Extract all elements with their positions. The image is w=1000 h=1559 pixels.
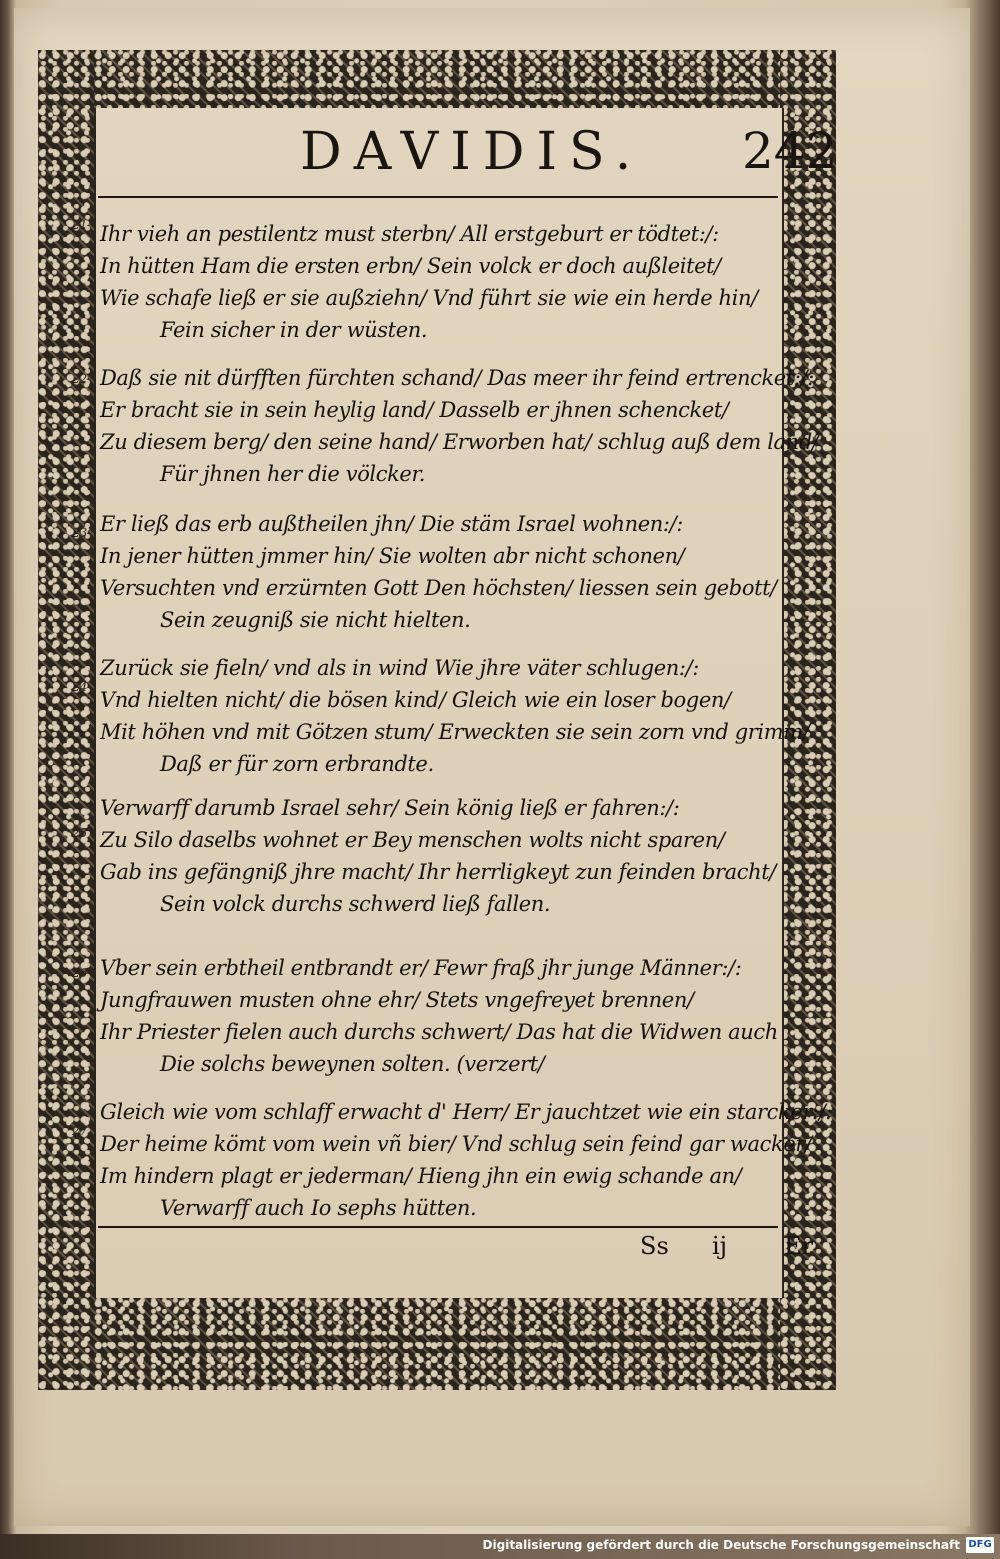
verse-number: 27 [72, 1124, 88, 1138]
verse-line: Wie schafe ließ er sie außziehn/ Vnd führt sie wie ein herde hin/ [100, 286, 758, 310]
verse-line: Daß sie nit dürfften fürchten schand/ Das meer ihr feind ertrencket:/: [100, 366, 814, 390]
signature-leaf: ij [712, 1232, 728, 1260]
catchword: Er [784, 1232, 813, 1260]
verse-line: Verwarff darumb Israel sehr/ Sein könig ließ er fahren:/: [100, 796, 680, 820]
verse-number: 21 [72, 218, 88, 232]
verse-line: In hütten Ham die ersten erbn/ Sein volck er doch außleitet/ [100, 254, 721, 278]
verse-number: 23 [72, 526, 88, 540]
page-number: 242 [742, 122, 838, 180]
ornamental-border-bottom [38, 1298, 836, 1390]
verse-line: Der heime kömt vom wein vñ bier/ Vnd schlug sein feind gar wacker/ [100, 1132, 812, 1156]
verse-line: Sein volck durchs schwerd ließ fallen. [160, 892, 551, 916]
verse-line: Versuchten vnd erzürnten Gott Den höchsten/ liessen sein gebott/ [100, 576, 777, 600]
verse-line: Gab ins gefängniß jhre macht/ Ihr herrligkeyt zun feinden bracht/ [100, 860, 776, 884]
verse-line: Die solchs beweynen solten. (verzert/ [160, 1052, 545, 1076]
funding-credit: Digitalisierung gefördert durch die Deutsche Forschungsgemeinschaft [482, 1538, 960, 1552]
verse-line: Vber sein erbtheil entbrandt er/ Fewr fraß jhr junge Männer:/: [100, 956, 742, 980]
running-head: DAVIDIS. [300, 122, 644, 182]
verse-line: Jungfrauwen musten ohne ehr/ Stets vngefreyet brennen/ [100, 988, 694, 1012]
verse-line: Er ließ das erb außtheilen jhn/ Die stäm Israel wohnen:/: [100, 512, 683, 536]
verse-line: Daß er für zorn erbrandte. [160, 752, 434, 776]
ornamental-border-left [38, 50, 94, 1390]
verse-line: Zurück sie fieln/ vnd als in wind Wie jhre väter schlugen:/: [100, 656, 699, 680]
verse-line: Mit höhen vnd mit Götzen stum/ Erweckten sie sein zorn vnd grimm/ [100, 720, 810, 744]
verse-line: In jener hütten jmmer hin/ Sie wolten abr nicht schonen/ [100, 544, 685, 568]
verse-line: Ihr Priester fielen auch durchs schwert/ Das hat die Widwen auch [100, 1020, 778, 1044]
verse-line: Er bracht sie in sein heylig land/ Dasselb er jhnen schencket/ [100, 398, 729, 422]
verse-number: 24 [72, 680, 88, 694]
signature-mark: Ss [640, 1232, 669, 1260]
header-rule [98, 196, 778, 198]
verse-line: Zu diesem berg/ den seine hand/ Erworben hat/ schlug auß dem land/ [100, 430, 819, 454]
verse-line: Sein zeugniß sie nicht hielten. [160, 608, 471, 632]
dfg-logo-icon: DFG [966, 1537, 994, 1553]
verse-line: Vnd hielten nicht/ die bösen kind/ Gleich wie ein loser bogen/ [100, 688, 731, 712]
verse-line: Verwarff auch Io sephs hütten. [160, 1196, 477, 1220]
verse-line: Fein sicher in der wüsten. [160, 318, 428, 342]
verse-number: 26 [72, 966, 88, 980]
verse-line: Ihr vieh an pestilentz must sterbn/ All erstgeburt er tödtet:/: [100, 222, 719, 246]
verse-line: Im hindern plagt er jederman/ Hieng jhn ein ewig schande an/ [100, 1164, 742, 1188]
footer-rule [98, 1226, 778, 1228]
verse-line: Zu Silo daselbs wohnet er Bey menschen wolts nicht sparen/ [100, 828, 725, 852]
ornamental-border-top [38, 50, 836, 108]
verse-line: Für jhnen her die völcker. [160, 462, 426, 486]
verse-number: 25 [72, 826, 88, 840]
verse-number: 22 [72, 372, 88, 386]
verse-line: Gleich wie vom schlaff erwacht d' Herr/ Er jauchtzet wie ein starcker:/: [100, 1100, 833, 1124]
